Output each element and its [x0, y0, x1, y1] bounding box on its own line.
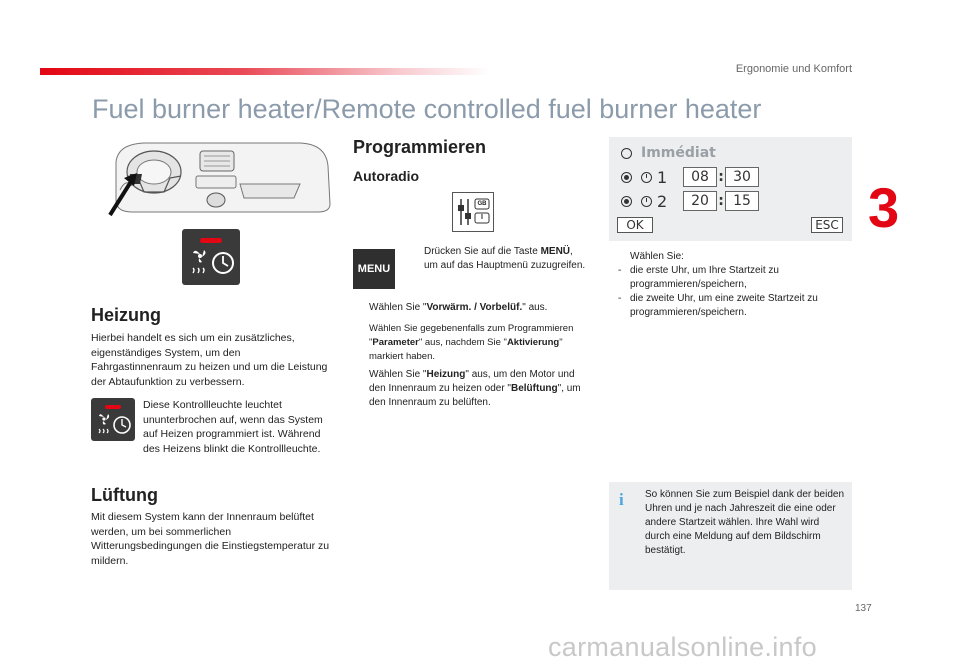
- timer1-radio[interactable]: [621, 172, 632, 183]
- chapter-number: 3: [868, 176, 900, 239]
- ok-button[interactable]: OK: [617, 217, 653, 233]
- step-press-menu: Drücken Sie auf die Taste MENÜ, um auf das Hauptmenü zuzugreifen.: [408, 245, 586, 273]
- info-box: [609, 482, 852, 590]
- timer1-hour[interactable]: 08: [683, 167, 717, 187]
- header-accent-bar: [40, 68, 490, 75]
- lueftung-description: Mit diesem System kann der Innenraum belüftet werden, um bei sommerlichen Witterungsbedingungen die Einstiegstemperatur zu mildern.: [91, 511, 330, 567]
- radio-gb-label: GB: [477, 201, 487, 207]
- timer1-minute[interactable]: 30: [725, 167, 759, 187]
- timer2-label: 2: [657, 191, 668, 211]
- heizung-description: Hierbei handelt es sich um ein zusätzliches, eigenständiges System, um den Fahrgastinnenraum zu heizen und um die Leistung der Abtaufunktion zu verbessern.: [91, 332, 328, 388]
- step-bullet-icon: [353, 301, 369, 315]
- immediate-row[interactable]: [621, 145, 716, 161]
- info-icon: i: [619, 490, 624, 509]
- timer2-row[interactable]: [621, 191, 759, 211]
- esc-button[interactable]: ESC: [811, 217, 843, 233]
- radio-unit-icon: [452, 192, 494, 232]
- timer1-row[interactable]: [621, 167, 759, 187]
- section-header: Ergonomie und Komfort: [735, 63, 852, 75]
- dashboard-illustration: [104, 140, 340, 220]
- watermark[interactable]: carmanualsonline.info: [548, 632, 817, 662]
- heizung-heading: Heizung: [91, 305, 161, 325]
- page-title: Fuel burner heater/Remote controlled fuel burner heater: [92, 94, 762, 124]
- timer-screen: [609, 137, 852, 241]
- step-select-clock: [614, 250, 854, 320]
- lueftung-heading: Lüftung: [91, 485, 158, 505]
- timer2-hour[interactable]: 20: [683, 191, 717, 211]
- programmieren-heading: Programmieren: [353, 137, 487, 157]
- timer2-minute[interactable]: 15: [725, 191, 759, 211]
- timer2-colon: :: [718, 193, 724, 209]
- heater-lamp-description: Diese Kontrollleuchte leuchtet ununterbrochen auf, wenn das System auf Heizen programmiert ist. Während des Heizens blinkt die Kontrollleuchte.: [143, 399, 323, 455]
- select-option-1: - die erste Uhr, um Ihre Startzeit zu programmieren/speichern,: [618, 265, 779, 290]
- page-number: 137: [855, 603, 872, 614]
- step-select-heizung: Wählen Sie "Heizung" aus, um den Motor und den Innenraum zu heizen oder "Belüftung", um den Innenraum zu belüften.: [353, 368, 588, 410]
- timer1-colon: :: [718, 169, 724, 185]
- immediate-radio[interactable]: [621, 148, 632, 159]
- step-select-parameter: Wählen Sie gegebenenfalls zum Programmieren "Parameter" aus, nachdem Sie "Aktivierung" markiert haben.: [353, 322, 588, 364]
- info-text: So können Sie zum Beispiel dank der beiden Uhren und je nach Jahreszeit die eine oder andere Startzeit wählen. Ihre Wahl wird durch eine Meldung auf dem Bildschirm bestätigt.: [645, 489, 845, 556]
- immediate-label: Immédiat: [641, 145, 716, 161]
- clock-icon: [641, 172, 652, 183]
- select-option-2: - die zweite Uhr, um eine zweite Startzeit zu programmieren/speichern.: [618, 293, 818, 318]
- step-bullet-icon: [353, 322, 369, 364]
- heater-lamp-small-icon: [91, 398, 135, 441]
- select-intro: Wählen Sie:: [630, 251, 684, 262]
- timer1-label: 1: [657, 167, 668, 187]
- heater-warning-lamp-icon: [182, 229, 240, 285]
- step-bullet-icon: [353, 368, 369, 410]
- timer2-radio[interactable]: [621, 196, 632, 207]
- menu-key-icon: MENU: [353, 249, 395, 289]
- clock-icon: [641, 196, 652, 207]
- step-select-vorwaerm: Wählen Sie "Vorwärm. / Vorbelüf." aus.: [353, 301, 588, 315]
- radio-i-label: I: [481, 214, 483, 221]
- step-bullet-icon: [408, 245, 424, 273]
- autoradio-subheading: Autoradio: [353, 168, 420, 184]
